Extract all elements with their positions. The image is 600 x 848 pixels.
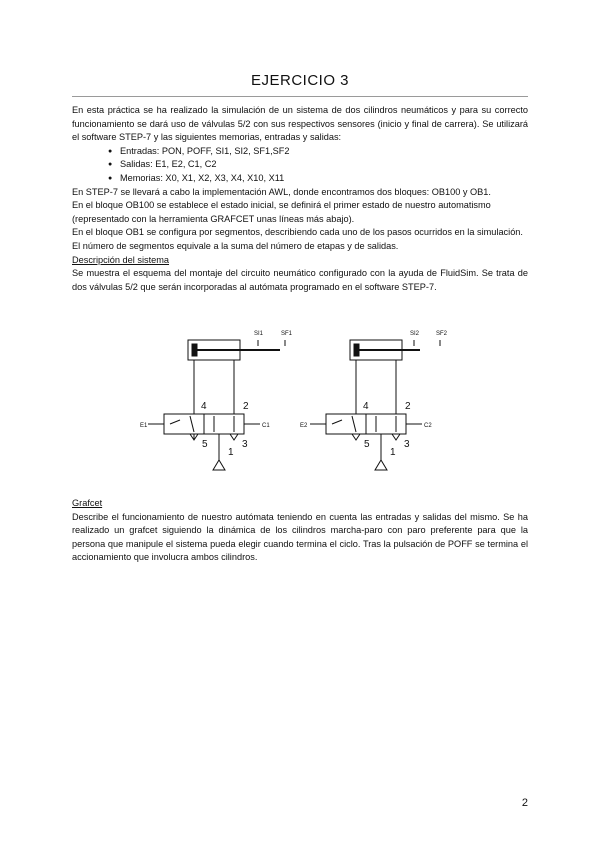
piston-icon <box>354 344 359 356</box>
solenoid-label: E1 <box>140 423 148 429</box>
io-list <box>72 145 528 186</box>
sensor-label: SI1 <box>254 331 264 337</box>
port-label: 3 <box>404 439 410 450</box>
port-label: 5 <box>202 439 208 450</box>
system-paragraph: Se muestra el esquema del montaje del circuito neumático configurado con la ayuda de FluidSim. Se trata de dos válvulas 5/2 que serán incorporadas al autómata programado en el software STEP-7. <box>72 268 528 292</box>
ob1-paragraph: En el bloque OB1 se configura por segmentos, describiendo cada uno de los pasos ocurridos en la simulación. El número de segmentos equivale a la suma del número de etapas y de salidas. <box>72 227 523 251</box>
list-item: ● Memorias: X0, X1, X2, X3, X4, X10, X11 <box>108 172 528 186</box>
page-number: 2 <box>521 797 528 809</box>
sensor-label: SF2 <box>436 331 448 337</box>
sensor-label: SI2 <box>410 331 420 337</box>
grafcet-paragraph: Describe el funcionamiento de nuestro autómata teniendo en cuenta las entradas y salidas del mismo. Se ha realizado un grafcet siguiendo la dinámica de los cilindros marcha-paro con paro preferente para que la persona que manipule el sistema pueda elegir cuando termina el ciclo. Tras la pulsación de POFF se termina el accionamiento que involucra ambos cilindros. <box>72 511 528 563</box>
title-divider <box>72 96 528 97</box>
piston-icon <box>192 344 197 356</box>
circuit-right <box>300 331 448 470</box>
list-item: ● Salidas: E1, E2, C1, C2 <box>108 158 528 172</box>
port-label: 5 <box>364 439 370 450</box>
port-label: 1 <box>390 447 396 458</box>
return-label: C1 <box>262 423 270 429</box>
intro-section <box>72 104 528 294</box>
pressure-source-icon <box>375 460 387 470</box>
pressure-source-icon <box>213 460 225 470</box>
page-title: EJERCICIO 3 <box>250 72 350 89</box>
intro-paragraph: En esta práctica se ha realizado la simulación de un sistema de dos cilindros neumáticos y para su correcto funcionamiento se dará uso de válvulas 5/2 con sus respectivos sensores (inicio y final de carrera). Se utilizará el software STEP-7 y las siguientes memorias, entradas y salidas: <box>72 105 528 143</box>
valve-section-icon <box>204 414 244 434</box>
port-label: 4 <box>201 401 207 412</box>
list-item: ● Entradas: PON, POFF, SI1, SI2, SF1,SF2 <box>108 145 528 159</box>
port-label: 1 <box>228 447 234 458</box>
grafcet-section <box>72 497 528 565</box>
pneumatic-circuit-diagram <box>140 324 448 479</box>
port-label: 4 <box>363 401 369 412</box>
valve-section-icon <box>366 414 406 434</box>
return-label: C2 <box>424 423 432 429</box>
solenoid-label: E2 <box>300 423 308 429</box>
system-heading: Descripción del sistema <box>72 254 170 265</box>
port-label: 3 <box>242 439 248 450</box>
ob100-paragraph: En el bloque OB100 se establece el estado inicial, se definirá el primer estado de nuestro automatismo (representado con la herramienta GRAFCET unas líneas más abajo). <box>72 200 491 224</box>
sensor-label: SF1 <box>281 331 293 337</box>
port-label: 2 <box>243 401 249 412</box>
grafcet-heading: Grafcet <box>72 498 103 508</box>
port-label: 2 <box>405 401 411 412</box>
circuit-left <box>140 331 293 470</box>
step7-paragraph: En STEP-7 se llevará a cabo la implementación AWL, donde encontramos dos bloques: OB100 y OB1. <box>72 186 491 197</box>
